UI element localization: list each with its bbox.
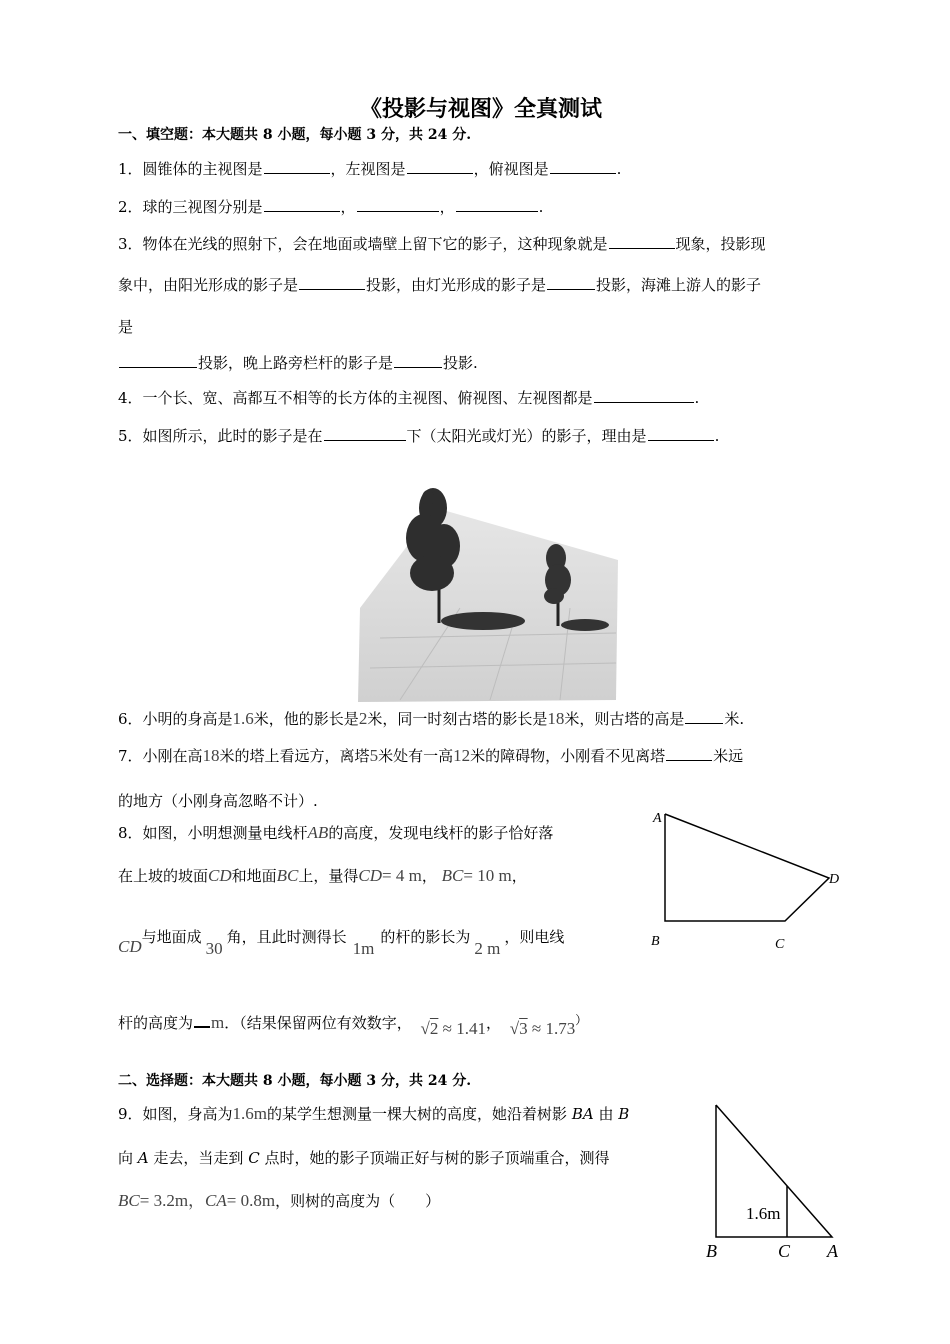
large-tree-canopy xyxy=(406,488,460,591)
label-d: D xyxy=(829,872,840,887)
answer-blank xyxy=(407,172,473,174)
question-6: 6．小明的身高是1.6米，他的影长是2米，同一时刻古塔的影长是18米，则古塔的高是 米. xyxy=(118,709,745,728)
question-5: 5．如图所示，此时的影子是在 下（太阳光或灯光）的影子，理由是 . xyxy=(118,427,720,445)
height-label: 1.6m xyxy=(746,1204,781,1223)
sqrt-2-expression: √2 ≈ 1.41 xyxy=(420,1019,486,1038)
question-3-line-1: 3．物体在光线的照射下，会在地面或墙壁上留下它的影子，这种现象就是 现象，投影现 xyxy=(118,235,766,253)
pole-slope-figure xyxy=(645,806,845,956)
question-8-line-4: 杆的高度为 m．（结果保留两位有效数字， √2 ≈ 1.41， √3 ≈ 1.73） xyxy=(118,1013,588,1038)
question-7-line-1: 7．小刚在高18米的塔上看远方，离塔5米处有一高12米的障碍物，小刚看不见离塔 米远 xyxy=(118,746,744,765)
question-2: 2．球的三视图分别是 ， ， . xyxy=(118,198,544,216)
answer-blank xyxy=(456,210,538,212)
question-8-line-3: CD与地面成30角，且此时测得长1m的杆的影长为2 m，则电线 xyxy=(118,928,565,958)
answer-blank xyxy=(194,1025,210,1028)
question-9-line-2: 向 A 走去，当走到 C 点时，她的影子顶端正好与树的影子顶端重合，测得 xyxy=(118,1149,610,1167)
answer-blank xyxy=(550,172,616,174)
pole-shadow-outline xyxy=(665,814,829,921)
small-tree-shadow xyxy=(561,619,609,631)
answer-blank xyxy=(685,722,723,724)
question-9-line-3: BC= 3.2m，CA= 0.8m，则树的高度为（ ） xyxy=(118,1191,441,1210)
ground-plane xyxy=(358,508,618,702)
tree-shadow-figure xyxy=(340,468,620,704)
page-title: 《投影与视图》全真测试 xyxy=(360,96,603,122)
answer-blank xyxy=(609,247,675,249)
question-8-line-1: 8．如图，小明想测量电线杆AB的高度，发现电线杆的影子恰好落 xyxy=(118,823,554,842)
answer-blank xyxy=(264,210,340,212)
question-9-line-1: 9．如图，身高为1.6m的某学生想测量一棵大树的高度，她沿着树影 BA 由 B xyxy=(118,1104,630,1123)
answer-blank xyxy=(264,172,330,174)
label-b: B xyxy=(706,1241,717,1261)
answer-blank xyxy=(357,210,439,212)
question-8-line-2: 在上坡的坡面CD和地面BC上，量得CD= 4 m， BC= 10 m， xyxy=(118,866,527,885)
answer-blank xyxy=(594,401,694,403)
label-a: A xyxy=(827,1241,838,1261)
question-3-line-4: 投影，晚上路旁栏杆的影子是 投影. xyxy=(118,352,478,373)
label-c: C xyxy=(778,1241,791,1261)
answer-blank xyxy=(648,439,714,441)
answer-blank xyxy=(299,288,365,290)
large-tree-shadow xyxy=(441,612,525,630)
question-3-line-2: 象中，由阳光形成的影子是 投影，由灯光形成的影子是 投影，海滩上游人的影子 xyxy=(118,276,762,294)
question-1: 1．圆锥体的主视图是 ，左视图是 ，俯视图是 . xyxy=(118,160,622,178)
answer-blank xyxy=(666,759,712,761)
answer-blank xyxy=(394,366,442,368)
answer-blank xyxy=(119,366,197,368)
label-b: B xyxy=(651,934,660,949)
tree-height-figure xyxy=(700,1095,850,1265)
question-4: 4．一个长、宽、高都互不相等的长方体的主视图、俯视图、左视图都是 . xyxy=(118,389,700,407)
label-a: A xyxy=(653,811,662,826)
section-1-heading: 一、填空题：本大题共 8 小题，每小题 3 分，共 24 分. xyxy=(118,127,472,143)
sqrt-3-expression: √3 ≈ 1.73 xyxy=(509,1019,576,1038)
question-7-line-2: 的地方（小刚身高忽略不计）. xyxy=(118,792,318,810)
answer-blank xyxy=(324,439,406,441)
question-3-line-3: 是 xyxy=(118,318,134,336)
section-2-heading: 二、选择题：本大题共 8 小题，每小题 3 分，共 24 分. xyxy=(118,1073,472,1089)
label-c: C xyxy=(775,937,785,952)
answer-blank xyxy=(547,288,595,290)
